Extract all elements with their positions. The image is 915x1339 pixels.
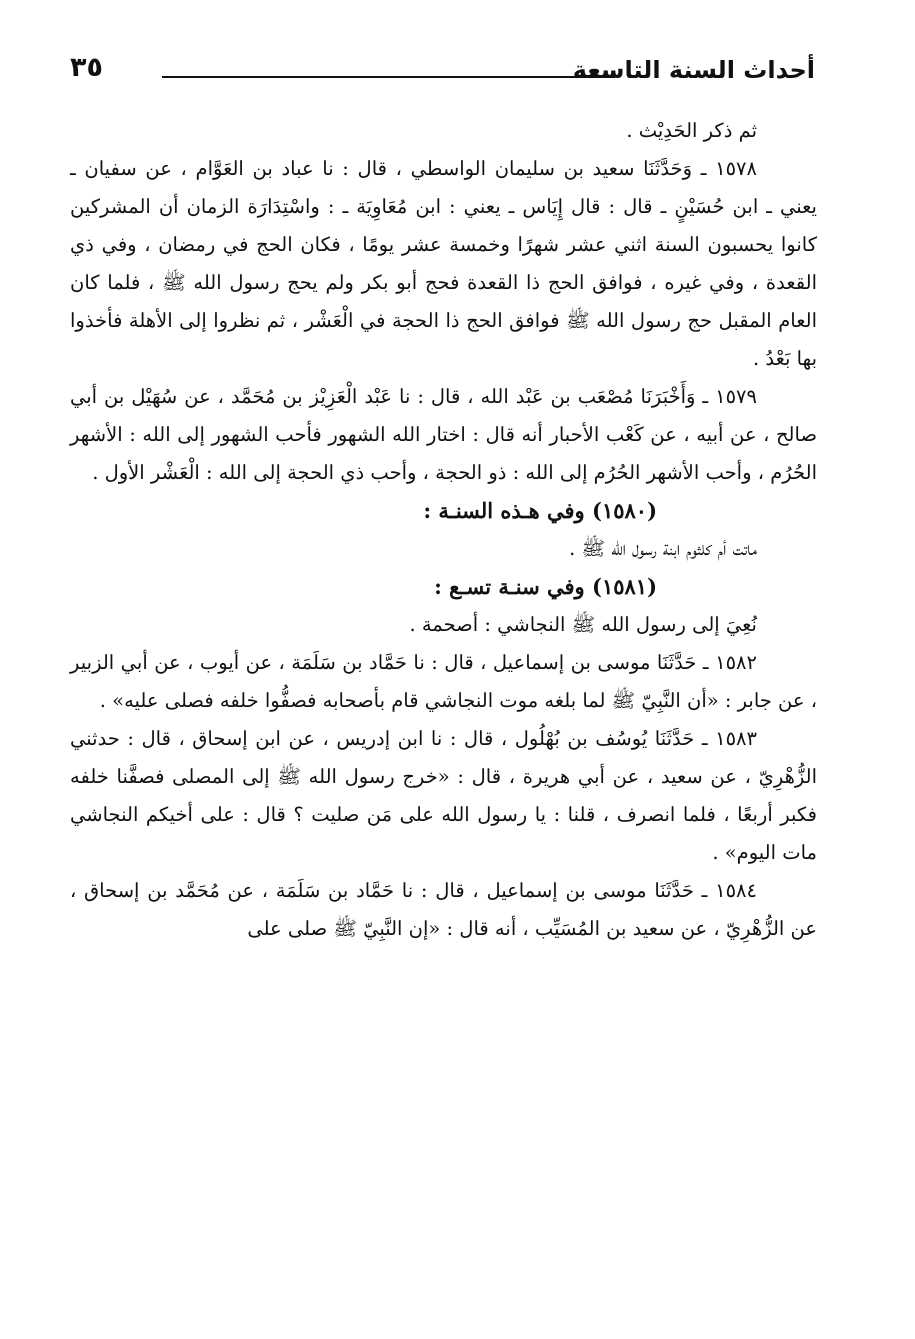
- page-number: ٣٥: [70, 52, 103, 83]
- header-rule: [162, 76, 615, 78]
- hadith-1579: ١٥٧٩ ـ وَأَخْبَرَنَا مُصْعَب بن عَبْد الله ، قال : نا عَبْد الْعَزِيْز بن مُحَمَّد ، عن سُهَيْل بن أبي صالح ، عن أبيه ، عن كَعْب الأحبار أنه قال : اختار الله الشهور فأحب الشهور إلى الله : الأشهر الحُرُم ، وأحب الأشهر الحُرُم إلى الله : ذو الحجة ، وأحب ذي الحجة إلى الله : الْعَشْر الأول .: [70, 385, 817, 484]
- page-header: [70, 48, 815, 98]
- hadith-1584: ١٥٨٤ ـ حَدَّثَنَا موسى بن إسماعيل ، قال : نا حَمَّاد بن سَلَمَة ، عن مُحَمَّد بن إسحاق ، عن الزُّهْرِيّ ، عن سعيد بن المُسَيِّب ، أنه قال : «إن النَّبِيّ ﷺ صلى على: [70, 879, 817, 940]
- section-heading-1581: (١٥٨١) وفي سنـة تسـع :: [434, 574, 657, 599]
- body-text: [70, 112, 817, 948]
- intro-line: ثم ذكر الحَدِيْث .: [626, 119, 757, 142]
- event-1581: نُعِيَ إلى رسول الله ﷺ النجاشي : أصحمة .: [409, 613, 757, 636]
- event-1580: ماتت أم كلثوم ابنة رسول الله ﷺ .: [569, 537, 757, 560]
- hadith-1582: ١٥٨٢ ـ حَدَّثَنَا موسى بن إسماعيل ، قال : نا حَمَّاد بن سَلَمَة ، عن أيوب ، عن أبي الزبير ، عن جابر : «أن النَّبِيّ ﷺ لما بلغه موت النجاشي قام بأصحابه فصفُّوا خلفه فصلى عليه» .: [70, 651, 817, 712]
- hadith-1583: ١٥٨٣ ـ حَدَّثَنَا يُوسُف بن بُهْلُول ، قال : نا ابن إدريس ، عن ابن إسحاق ، قال : حدثني الزُّهْرِيّ ، عن سعيد ، عن أبي هريرة ، قال : «خرج رسول الله ﷺ إلى المصلى فصفَّنا خلفه فكبر أربعًا ، فلما انصرف ، قلنا : يا رسول الله على مَن صليت ؟ قال : على أخيكم النجاشي مات اليوم» .: [70, 727, 817, 864]
- hadith-1578: ١٥٧٨ ـ وَحَدَّثَنَا سعيد بن سليمان الواسطي ، قال : نا عباد بن العَوَّام ، عن سفيان ـ يعني ـ ابن حُسَيْنٍ ـ قال : قال إِيَاس ـ يعني : ابن مُعَاوِيَة ـ : واسْتِدَارَة الزمان أن المشركين كانوا يحسبون السنة اثني عشر شهرًا وخمسة عشر يومًا ، فكان الحج في رمضان ، وفي ذي القعدة ، وفي غيره ، فوافق الحج ذا القعدة فحج أبو بكر ولم يحج رسول الله ﷺ ، فلما كان العام المقبل حج رسول الله ﷺ فوافق الحج ذا الحجة في الْعَشْر ، ثم نظروا إلى الأهلة فأخذوا بها بَعْدُ .: [70, 157, 817, 370]
- running-title: أحداث السنة التاسعة: [572, 56, 815, 84]
- section-heading-1580: (١٥٨٠) وفي هـذه السنـة :: [423, 498, 657, 523]
